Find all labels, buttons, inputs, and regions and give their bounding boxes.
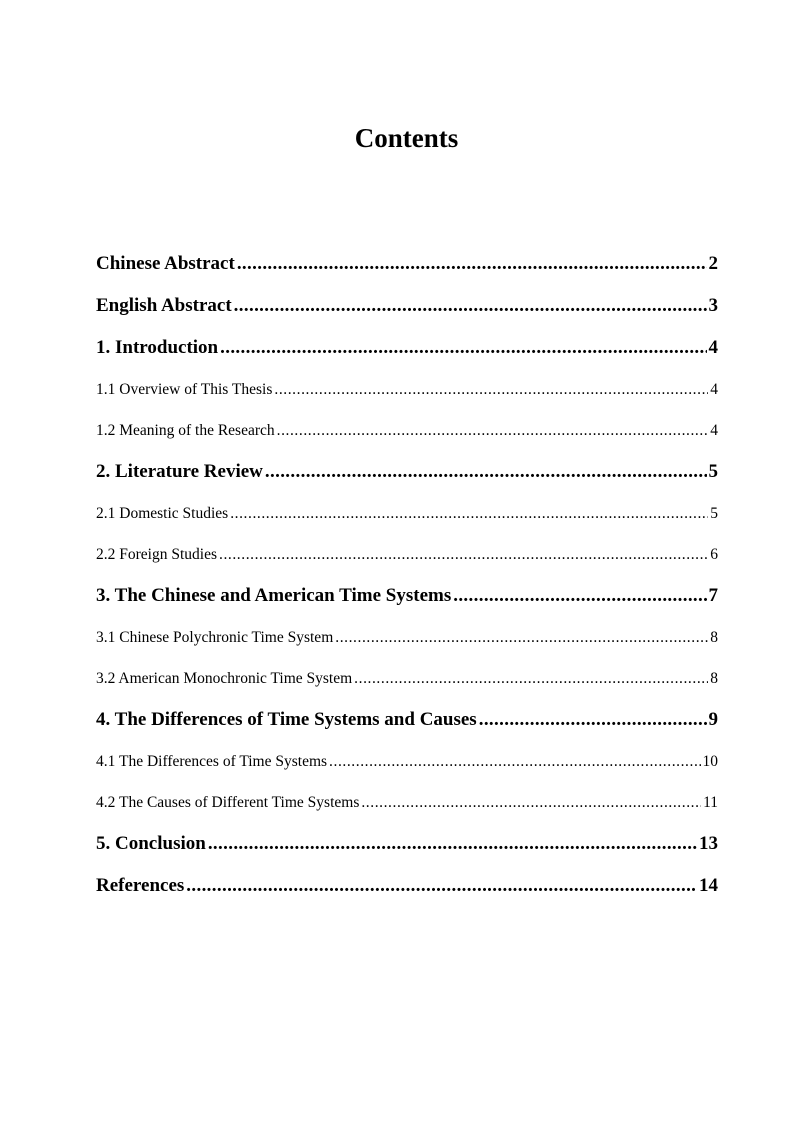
toc-entry-label: 5. Conclusion	[96, 833, 206, 854]
toc-entry-label: 3.1 Chinese Polychronic Time System	[96, 629, 334, 646]
dot-leader	[234, 285, 707, 327]
toc-entry-page-number: 8	[710, 670, 718, 687]
dot-leader	[208, 823, 697, 865]
toc-entry-label: 1.1 Overview of This Thesis	[96, 381, 273, 398]
dot-leader	[220, 327, 706, 369]
toc-entry-label: References	[96, 875, 185, 896]
toc-entry-page-number: 4	[710, 381, 718, 398]
toc-entry-conclusion	[96, 823, 718, 865]
dot-leader	[479, 699, 707, 741]
toc-entry-label: 2.2 Foreign Studies	[96, 546, 217, 563]
toc-entry-page-number: 7	[708, 585, 718, 606]
toc-entry-label: Chinese Abstract	[96, 253, 235, 274]
toc-entry-label: 4. The Differences of Time Systems and Causes	[96, 709, 477, 730]
toc-entry-label: English Abstract	[96, 295, 232, 316]
toc-entry-monochronic-time-system	[96, 658, 718, 699]
toc-entry-label: 3.2 American Monochronic Time System	[96, 670, 353, 687]
dot-leader	[361, 782, 701, 823]
page-title: Contents	[354, 123, 459, 153]
toc-entry-page-number: 5	[710, 505, 718, 522]
dot-leader	[354, 658, 708, 699]
toc-entry-meaning-of-the-research	[96, 410, 718, 451]
toc-entry-label: 4.2 The Causes of Different Time Systems	[96, 794, 360, 811]
toc-entry-page-number: 3	[708, 295, 718, 316]
toc-entry-page-number: 4	[710, 422, 718, 439]
toc-entry-time-systems	[96, 575, 718, 617]
toc-entry-label: 2. Literature Review	[96, 461, 263, 482]
table-of-contents	[96, 243, 718, 907]
toc-entry-label: 3. The Chinese and American Time Systems	[96, 585, 452, 606]
toc-entry-label: 4.1 The Differences of Time Systems	[96, 753, 328, 770]
toc-entry-literature-review	[96, 451, 718, 493]
toc-entry-page-number: 9	[708, 709, 718, 730]
dot-leader	[265, 451, 707, 493]
dot-leader	[335, 617, 708, 658]
toc-entry-chinese-abstract	[96, 243, 718, 285]
toc-entry-domestic-studies	[96, 493, 718, 534]
toc-entry-introduction	[96, 327, 718, 369]
dot-leader	[237, 243, 707, 285]
toc-entry-page-number: 8	[710, 629, 718, 646]
toc-entry-causes-of-different-time-systems	[96, 782, 718, 823]
dot-leader	[329, 741, 700, 782]
toc-entry-polychronic-time-system	[96, 617, 718, 658]
dot-leader	[453, 575, 706, 617]
dot-leader	[230, 493, 708, 534]
dot-leader	[186, 865, 697, 907]
toc-entry-overview-of-this-thesis	[96, 369, 718, 410]
toc-entry-page-number: 13	[699, 833, 718, 854]
toc-entry-label: 1. Introduction	[96, 337, 219, 358]
toc-entry-page-number: 5	[708, 461, 718, 482]
toc-entry-label: 1.2 Meaning of the Research	[96, 422, 275, 439]
toc-entry-differences-and-causes	[96, 699, 718, 741]
dot-leader	[219, 534, 708, 575]
dot-leader	[277, 410, 709, 451]
toc-entry-page-number: 2	[708, 253, 718, 274]
toc-entry-page-number: 11	[703, 794, 718, 811]
toc-entry-page-number: 4	[708, 337, 718, 358]
toc-entry-label: 2.1 Domestic Studies	[96, 505, 229, 522]
toc-entry-references	[96, 865, 718, 907]
dot-leader	[274, 369, 708, 410]
toc-entry-page-number: 10	[702, 753, 718, 770]
toc-entry-page-number: 14	[699, 875, 718, 896]
toc-entry-differences-of-time-systems	[96, 741, 718, 782]
toc-entry-foreign-studies	[96, 534, 718, 575]
toc-entry-english-abstract	[96, 285, 718, 327]
toc-entry-page-number: 6	[710, 546, 718, 563]
